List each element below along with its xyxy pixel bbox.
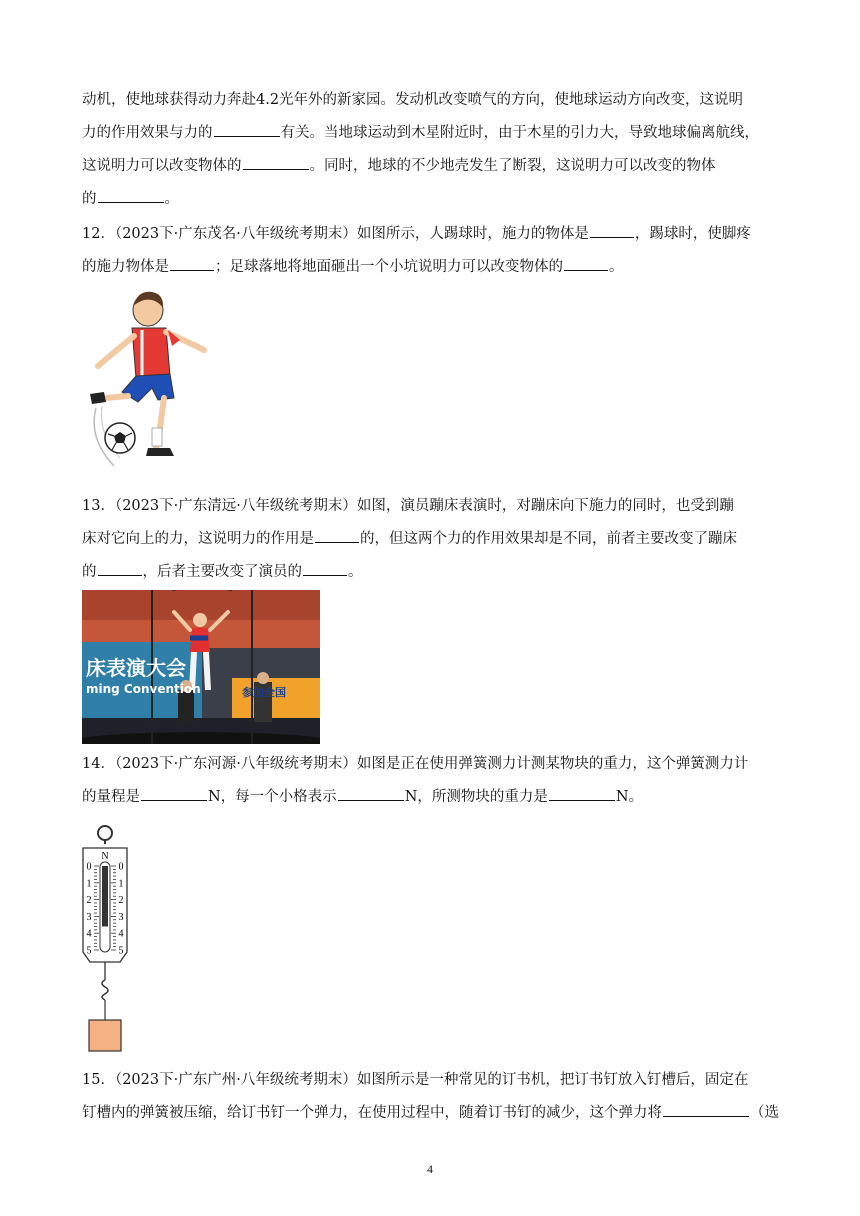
text: 。 <box>348 564 363 580</box>
text: 力的作用效果与力的 <box>82 125 213 141</box>
q15-line-1: 15．（2023下·广东广州·八年级统考期末）如图所示是一种常见的订书机，把订书钉放入钉槽后，固定在 <box>82 1072 749 1088</box>
answer-blank[interactable] <box>549 782 615 801</box>
q14-line-2 <box>82 781 782 814</box>
tick-label-right: 3 <box>118 911 124 923</box>
banner-text-1: 床表演大会 <box>86 656 186 680</box>
text: N，每一个小格表示 <box>208 789 337 805</box>
intro-line-3 <box>82 150 782 183</box>
banner-text-3: 参加全国 <box>242 686 286 699</box>
text: ；足球落地将地面砸出一个小坑说明力可以改变物体的 <box>215 259 563 275</box>
answer-blank[interactable] <box>170 252 214 271</box>
text: 。同时，地球的不少地壳发生了断裂，这说明力可以改变的物体 <box>309 158 716 174</box>
tick-label-left: 0 <box>86 861 92 873</box>
q13-line-3 <box>82 556 782 589</box>
tick-label-left: 4 <box>86 928 92 940</box>
soccer-player-illustration <box>86 288 211 470</box>
intro-line-1: 动机，使地球获得动力奔赴4.2光年外的新家园。发动机改变喷气的方向，使地球运动方向改变，这说明 <box>82 92 744 108</box>
q15-line-2 <box>82 1097 782 1130</box>
text: 床对它向上的力，这说明力的作用是 <box>82 531 314 547</box>
spring-scale-diagram <box>80 822 132 1054</box>
text: 。 <box>609 259 624 275</box>
text: 这说明力可以改变物体的 <box>82 158 242 174</box>
answer-blank[interactable] <box>214 118 280 137</box>
text: （选 <box>750 1105 779 1121</box>
tick-label-left: 3 <box>86 911 92 923</box>
text: 的，但这两个力的作用效果却是不同，前者主要改变了蹦床 <box>360 531 737 547</box>
intro-line-2 <box>82 117 782 150</box>
answer-blank[interactable] <box>564 252 608 271</box>
weight-block <box>89 1020 121 1051</box>
text: N，所测物块的重力是 <box>404 789 548 805</box>
scale-reading-bar <box>102 866 108 926</box>
text: 12．（2023下·广东茂名·八年级统考期末）如图所示，人踢球时，施力的物体是 <box>82 226 589 242</box>
question-13 <box>82 490 782 589</box>
tick-label-right: 0 <box>118 861 124 873</box>
spring-scale-figure <box>80 822 132 1054</box>
text: ，踢球时，使脚疼 <box>634 226 751 242</box>
text: N。 <box>615 789 644 805</box>
q13-line-1: 13．（2023下·广东清远·八年级统考期末）如图，演员蹦床表演时，对蹦床向下施力的同时，也受到蹦 <box>82 498 734 514</box>
intro-line-4 <box>82 183 782 216</box>
tick-label-right: 5 <box>118 945 124 957</box>
trampoline-photo <box>82 590 320 744</box>
question-14 <box>82 748 782 814</box>
answer-blank[interactable] <box>663 1098 749 1117</box>
answer-blank[interactable] <box>303 557 347 576</box>
page-number: 4 <box>427 1162 433 1176</box>
answer-blank[interactable] <box>590 219 634 238</box>
answer-blank[interactable] <box>98 184 164 203</box>
answer-blank[interactable] <box>243 151 309 170</box>
tick-label-left: 1 <box>86 878 92 890</box>
text: 的 <box>82 191 97 207</box>
text: ，后者主要改变了演员的 <box>142 564 302 580</box>
tick-label-left: 5 <box>86 945 92 957</box>
answer-blank[interactable] <box>141 782 207 801</box>
text: 钉槽内的弹簧被压缩，给订书钉一个弹力，在使用过程中，随着订书钉的减少，这个弹力将 <box>82 1105 662 1121</box>
unit-label: N <box>101 851 109 862</box>
q14-line-1: 14．（2023下·广东河源·八年级统考期末）如图是正在使用弹簧测力计测某物块的重力，这个弹簧测力计 <box>82 756 749 772</box>
text: 有关。当地球运动到木星附近时，由于木星的引力大，导致地球偏离航线， <box>280 125 759 141</box>
q12-line-1 <box>82 218 782 251</box>
q12-line-2 <box>82 251 782 284</box>
soccer-player-figure <box>86 288 211 470</box>
q13-line-2 <box>82 523 782 556</box>
banner-text-2: ming Convention <box>86 682 201 696</box>
text: 的 <box>82 564 97 580</box>
text: 。 <box>164 191 179 207</box>
answer-blank[interactable] <box>98 557 142 576</box>
question-12 <box>82 218 782 284</box>
text: 的量程是 <box>82 789 140 805</box>
intro-paragraph <box>82 84 782 216</box>
tick-label-right: 4 <box>118 928 124 940</box>
tick-label-right: 2 <box>118 895 124 907</box>
answer-blank[interactable] <box>315 524 359 543</box>
tick-label-right: 1 <box>118 878 124 890</box>
tick-label-left: 2 <box>86 895 92 907</box>
text: 的施力物体是 <box>82 259 169 275</box>
question-15 <box>82 1064 782 1130</box>
answer-blank[interactable] <box>338 782 404 801</box>
